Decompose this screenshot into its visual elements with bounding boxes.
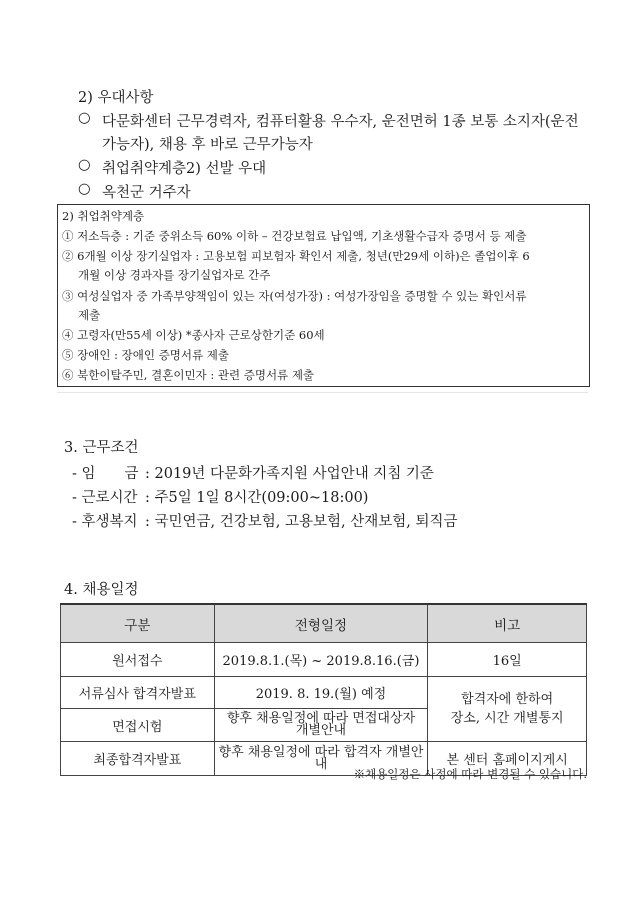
box-item: ④ 고령자(만55세 이상) *종사자 근로상한기준 60세: [62, 328, 325, 342]
work-conditions-heading: 3. 근무조건: [64, 440, 139, 456]
merged-note-line: 합격자에 한하여: [461, 692, 554, 707]
vulnerable-group-box: [57, 204, 590, 387]
row-category: 면접시험: [61, 709, 215, 742]
merged-note: [428, 677, 587, 742]
schedule-table: [60, 603, 587, 776]
row-category: 최종합격자발표: [61, 742, 215, 776]
divider: [57, 392, 588, 393]
table-row: [61, 677, 587, 709]
row-date: [214, 709, 428, 742]
schedule-footnote: ※채용일정은 사정에 따라 변경될 수 있습니다.: [353, 767, 587, 781]
column-header: 비고: [428, 604, 587, 643]
box-item: ② 6개월 이상 장기실업자 : 고용보험 피보험자 확인서 제출, 청년(만29세 이하)은 졸업이후 6: [62, 249, 530, 263]
box-item: ⑥ 북한이탈주민, 결혼이민자 : 관련 증명서류 제출: [62, 368, 315, 382]
preferences-heading: 2) 우대사항: [78, 90, 154, 106]
merged-note-line: 장소, 시간 개별통지: [450, 711, 564, 726]
row-date: 향후 채용일정에 따라 합격자 개별안내: [214, 742, 428, 776]
row-category: 원서접수: [61, 643, 215, 677]
condition-label: - 후생복지: [72, 514, 138, 530]
row-date: 2019.8.1.(목) ~ 2019.8.16.(금): [214, 643, 428, 677]
bullet-icon: ○: [78, 181, 91, 197]
condition-label: - 임 금: [72, 466, 139, 482]
bullet-icon: ○: [78, 157, 91, 173]
condition-value: : 국민연금, 건강보험, 고용보험, 산재보험, 퇴직금: [145, 514, 458, 530]
condition-value: : 주5일 1일 8시간(09:00~18:00): [145, 490, 369, 506]
condition-value: : 2019년 다문화가족지원 사업안내 지침 기준: [145, 466, 434, 482]
schedule-heading: 4. 채용일정: [64, 582, 139, 598]
box-title: 2) 취업취약계층: [62, 209, 145, 223]
row-date: 2019. 8. 19.(월) 예정: [214, 677, 428, 709]
box-item-cont: 제출: [78, 308, 101, 322]
table-header-row: [61, 604, 587, 643]
preference-item-line: 가능자), 채용 후 바로 근무가능자: [102, 137, 313, 153]
preference-item-line: 옥천군 거주자: [102, 185, 191, 201]
row-category: 서류심사 합격자발표: [61, 677, 215, 709]
row-note: 본 센터 홈페이지게시: [428, 742, 587, 776]
bullet-icon: ○: [78, 110, 91, 126]
preference-item-line: 취업취약계층2) 선발 우대: [102, 161, 267, 177]
box-item-cont: 개월 이상 경과자를 장기실업자로 간주: [78, 268, 271, 282]
box-item: ③ 여성실업자 중 가족부양책임이 있는 자(여성가장) : 여성가장임을 증명할 수 있는 확인서류: [62, 289, 527, 303]
row-date-line: 개별안내: [295, 723, 347, 738]
condition-label: - 근로시간: [72, 490, 138, 506]
box-item: ① 저소득층 : 기준 중위소득 60% 이하 – 건강보험료 납입액, 기초생활수급자 증명서 등 제출: [62, 229, 527, 243]
row-date-line: 향후 채용일정에 따라 면접대상자: [226, 711, 416, 726]
table-row: [61, 643, 587, 677]
box-item: ⑤ 장애인 : 장애인 증명서류 제출: [62, 348, 229, 362]
row-note: 16일: [428, 643, 587, 677]
column-header: 구분: [61, 604, 215, 643]
preference-item-line: 다문화센터 근무경력자, 컴퓨터활용 우수자, 운전면허 1종 보통 소지자(운전: [102, 114, 579, 130]
column-header: 전형일정: [214, 604, 428, 643]
